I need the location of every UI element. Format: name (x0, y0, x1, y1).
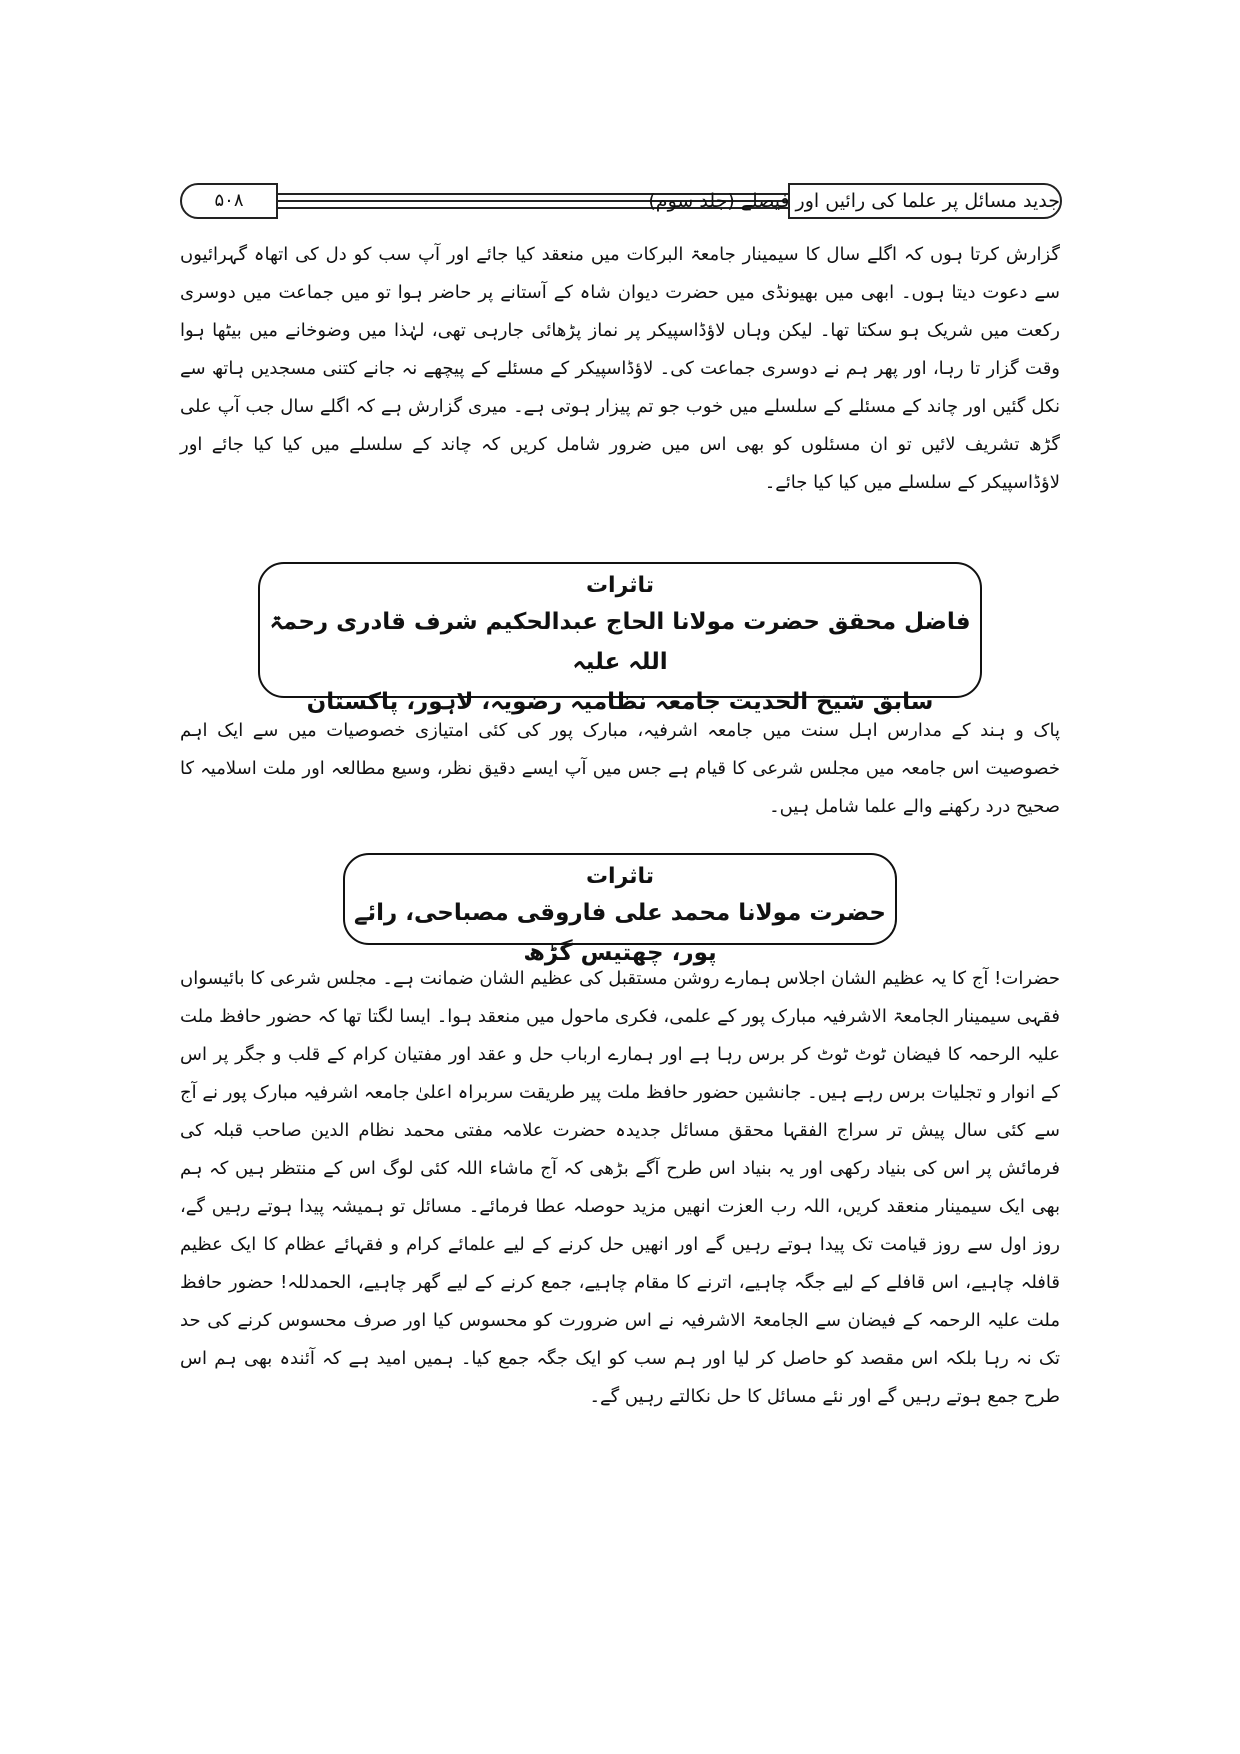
author-designation: سابق شیخ الحدیث جامعہ نظامیہ رضویہ، لاہور، پاکستان (306, 689, 934, 715)
body-paragraph: گزارش کرتا ہوں کہ اگلے سال کا سیمینار جامعۃ البرکات میں منعقد کیا جائے اور آپ سب کو دل کی اتھاہ گہرائیوں سے دعوت دیتا ہوں۔ ابھی میں بھیونڈی میں حضرت دیوان شاہ کے آستانے پر حاضر ہوا تو میں جماعت میں دوسری رکعت میں شریک ہو سکتا تھا۔ لیکن وہاں لاؤڈاسپیکر پر نماز پڑھائی جارہی تھی، لہٰذا میں وضوخانے میں بیٹھا ہوا وقت گزار تا رہا، اور پھر ہم نے دوسری جماعت کی۔ لاؤڈاسپیکر کے مسئلے کے پیچھے نہ جانے کتنی مسجدیں ہاتھ سے نکل گئیں اور چاند کے مسئلے کے سلسلے میں خوب جو تم پیزار ہوتی ہے۔ میری گزارش ہے کہ اگلے سال جب آپ علی گڑھ تشریف لائیں تو ان مسئلوں کو بھی اس میں ضرور شامل کریں کہ چاند کے سلسلے میں کیا کیا جائے اور لاؤڈاسپیکر کے سلسلے میں کیا کیا جائے۔ (180, 244, 1060, 493)
author-name: حضرت مولانا محمد علی فاروقی مصباحی، رائے پور، چھتیس گڑھ (354, 900, 886, 966)
section-heading-box (258, 562, 982, 715)
body-paragraph: حضرات! آج کا یہ عظیم الشان اجلاس ہمارے روشن مستقبل کی عظیم الشان ضمانت ہے۔ مجلس شرعی کا بائیسواں فقہی سیمینار الجامعۃ الاشرفیہ مبارک پور کے علمی، فکری ماحول میں منعقد ہوا۔ ایسا لگتا تھا کہ حضور حافظ ملت علیہ الرحمہ کا فیضان ٹوٹ ٹوٹ کر برس رہا ہے اور ہمارے ارباب حل و عقد اور مفتیان کرام کے قلب و جگر پر اس کے انوار و تجلیات برس رہے ہیں۔ جانشین حضور حافظ ملت پیر طریقت سربراہ اعلیٰ جامعہ اشرفیہ مبارک پور نے آج سے کئی سال پیش تر سراج الفقہا محقق مسائل جدیدہ حضرت علامہ مفتی محمد نظام الدین صاحب قبلہ کی فرمائش پر اس کی بنیاد رکھی اور یہ بنیاد اس طرح آگے بڑھی کہ آج ماشاء اللہ کئی لوگ اس کے منتظر ہیں کہ ہم بھی ایک سیمینار منعقد کریں، اللہ رب العزت انھیں مزید حوصلہ عطا فرمائے۔ مسائل تو ہمیشہ پیدا ہوتے رہیں گے، روز اول سے روز قیامت تک پیدا ہوتے رہیں گے اور انھیں حل کرنے کے لیے علمائے کرام و فقہائے عظام کا ایک عظیم قافلہ چاہیے، اس قافلے کے لیے جگہ چاہیے، اترنے کا مقام چاہیے، جمع کرنے کے لیے گھر چاہیے، الحمدللہ! حضور حافظ ملت علیہ الرحمہ کے فیضان سے الجامعۃ الاشرفیہ نے اس ضرورت کو محسوس کیا اور صرف محسوس کرنے کی حد تک نہ رہا بلکہ اس مقصد کو حاصل کر لیا اور ہم سب کو ایک جگہ جمع کیا۔ ہمیں امید ہے کہ آئندہ بھی ہم اس طرح جمع ہوتے رہیں گے اور نئے مسائل کا حل نکالتے رہیں گے۔ (180, 968, 1060, 1407)
author-name: فاضل محقق حضرت مولانا الحاج عبدالحکیم شرف قادری رحمۃ اللہ علیہ (269, 609, 971, 675)
body-paragraph: پاک و ہند کے مدارس اہل سنت میں جامعہ اشرفیہ، مبارک پور کی کئی امتیازی خصوصیات میں سے ایک اہم خصوصیت اس جامعہ میں مجلس شرعی کا قیام ہے جس میں آپ ایسے دقیق نظر، وسیع مطالعہ اور ملت اسلامیہ کا صحیح درد رکھنے والے علما شامل ہیں۔ (180, 720, 1060, 817)
section-heading: تاثرات (585, 864, 655, 889)
page-number: ۵۰۸ (180, 183, 278, 219)
book-title: جدید مسائل پر علما کی رائیں اور فیصلے (جلد سوم) (788, 183, 1062, 219)
section-heading: تاثرات (585, 573, 655, 598)
section-heading-box (343, 853, 897, 966)
page-header (180, 183, 1062, 227)
